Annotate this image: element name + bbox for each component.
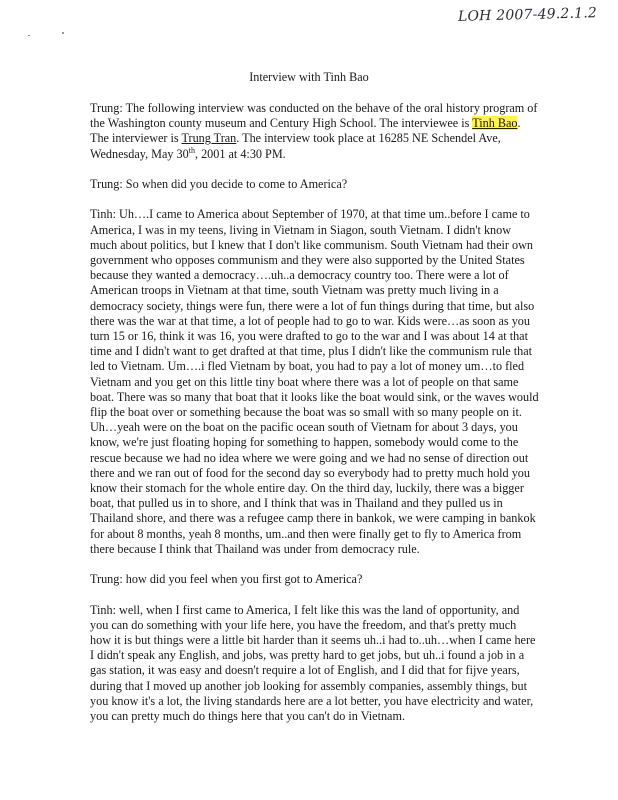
intro-paragraph (90, 101, 540, 162)
intro-speaker: Trung: (90, 101, 123, 115)
handwritten-reference-code: LOH 2007-49.2.1.2 (457, 5, 598, 25)
scan-mark (28, 35, 30, 36)
interviewer-name: Trung Tran (181, 131, 237, 146)
interviewee-name-highlight: Tinh Bao (472, 116, 518, 131)
document-body (90, 101, 540, 739)
question-paragraph: Trung: So when did you decide to come to America? (90, 177, 348, 191)
scan-mark (62, 32, 64, 34)
answer-paragraph: Tinh: well, when I first came to America, I felt like this was the land of opportunity, and you can do something with your life here, you have the freedom, and that's pretty much how it is but things were a little bit harder than it seems uh..i had to..uh…when I came here I didn't speak any English, and jobs, was pretty hard to get jobs, but uh..i found a job in a gas station, it was easy and doesn't require a lot of English, and I did that for fijve years, during that I moved up another job looking for assembly companies, assembly things, but you know it's a lot, the living standards here are a lot better, you have electricity and water, you can pretty much do things here that you can't do in Vietnam. (90, 602, 536, 724)
intro-text-4: , 2001 at 4:30 PM. (194, 146, 286, 161)
intro-text-3: . The interview took place at 16285 NE Schendel Ave, Wednesday, May 30 (90, 131, 501, 161)
date-suffix: th (188, 145, 195, 155)
document-title: Interview with Tinh Bao (249, 70, 369, 84)
intro-text-1: The following interview was conducted on the behave of the oral history program of the Washington county museum and Century High School. The interviewee is (90, 101, 538, 131)
question-paragraph: Trung: how did you feel when you first got to America? (90, 572, 363, 587)
answer-paragraph: Tinh: Uh….I came to America about September of 1970, at that time um..before I came to America, I was in my teens, living in Vietnam in Siagon, south Vietnam. I didn't know much about politics, but I knew that I don't like communism. South Vietnam had their own government who opposes communism and they were also supported by the United States because they wanted a democracy….uh..a democracy country too. There were a lot of American troops in Vietnam at that time, south Vietnam was pretty much living in a democracy society, things were fun, there were a lot of fun things during that time, but also there was the war at that time, a lot of people had to go to war. Kids were…as soon as you turn 15 or 16, think it was 16, you were drafted to go to the war and I was about 14 at that time and I didn't want to get drafted at that time, plus I didn't like the communism rule that led to Vietnam. Um….i fled Vietnam by boat, you had to pay a lot of money um…to fled Vietnam and you get on this little tiny boat where there was a lot of people on that same boat. There was so many that boat that it looks like the boat would sink, or the waves would flip the boat over or something because the boat was so small with so many people on it. Uh…yeah were on the boat on the pacific ocean south of Vietnam for about 3 days, you know, we're just floating hoping for something to happen, somebody would come to the rescue because we had no idea where we were going and we had no sense of direction out there and we ran out of food for the second day so everybody had to pretty much hold you know their stomach for the whole entire day. On the third day, luckily, there was a bigger boat, that pulled us in to shore, and I think that was in Thailand and they pulled us in Thailand shore, and there was a refugee camp there in bankok, we were camping in bankok for about 8 months, yeah 8 months, um..and then were finally get to fly to America from there because I think that Thailand was under from democracy rule. (90, 207, 539, 556)
intro-text-2: . The interviewer is (90, 116, 521, 146)
